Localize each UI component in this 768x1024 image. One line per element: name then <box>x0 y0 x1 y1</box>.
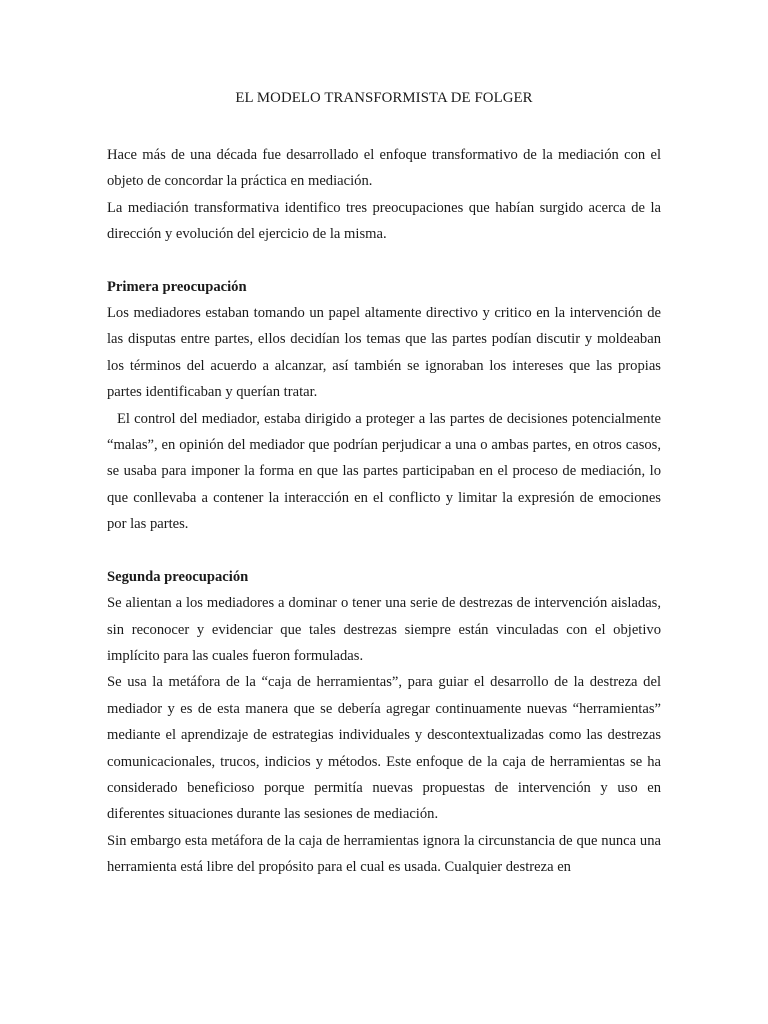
spacer <box>107 248 661 274</box>
document-title: EL MODELO TRANSFORMISTA DE FOLGER <box>235 90 533 106</box>
spacer <box>107 538 661 564</box>
section-2-paragraph-1: Se alientan a los mediadores a dominar o tener una serie de destrezas de intervención aisladas, sin reconocer y evidenciar que tales destrezas siempre están vinculadas con el objetivo implícito para las cuales fueron formuladas. <box>107 595 661 664</box>
section-heading-2: Segunda preocupación <box>107 568 249 585</box>
section-1-paragraph-2: El control del mediador, estaba dirigido a proteger a las partes de decisiones potencialmente “malas”, en opinión del mediador que podrían perjudicar a una o ambas partes, en otros casos, se usaba para imponer la forma en que las partes participaban en el proceso de mediación, lo que conllevaba a contener la interacción en el conflicto y limitar la expresión de emociones por las partes. <box>107 410 661 533</box>
section-2-paragraph-3: Sin embargo esta metáfora de la caja de herramientas ignora la circunstancia de que nunca una herramienta está libre del propósito para el cual es usada. Cualquier destreza en <box>107 832 661 876</box>
section-1-paragraph-1: Los mediadores estaban tomando un papel altamente directivo y critico en la intervención de las disputas entre partes, ellos decidían los temas que las partes podían discutir y moldeaban los términos del acuerdo a alcanzar, así también se ignoraban los intereses que las propias partes identificaban y querían tratar. <box>107 305 661 401</box>
intro-paragraph-1: Hace más de una década fue desarrollado el enfoque transformativo de la mediación con el objeto de concordar la práctica en mediación. <box>107 147 661 190</box>
document-body <box>107 142 661 881</box>
section-2-paragraph-2: Se usa la metáfora de la “caja de herramientas”, para guiar el desarrollo de la destreza del mediador y es de esta manera que se debería agregar continuamente nuevas “herramientas” mediante el aprendizaje de estrategias individuales y descontextualizadas como las destrezas comunicacionales, trucos, indicios y métodos. Este enfoque de la caja de herramientas se ha considerado beneficioso porque permitía nuevas propuestas de intervención y uso en diferentes situaciones durante las sesiones de mediación. <box>107 674 661 823</box>
intro-paragraph-2: La mediación transformativa identifico tres preocupaciones que habían surgido acerca de la dirección y evolución del ejercicio de la misma. <box>107 199 661 243</box>
section-heading-1: Primera preocupación <box>107 278 247 295</box>
